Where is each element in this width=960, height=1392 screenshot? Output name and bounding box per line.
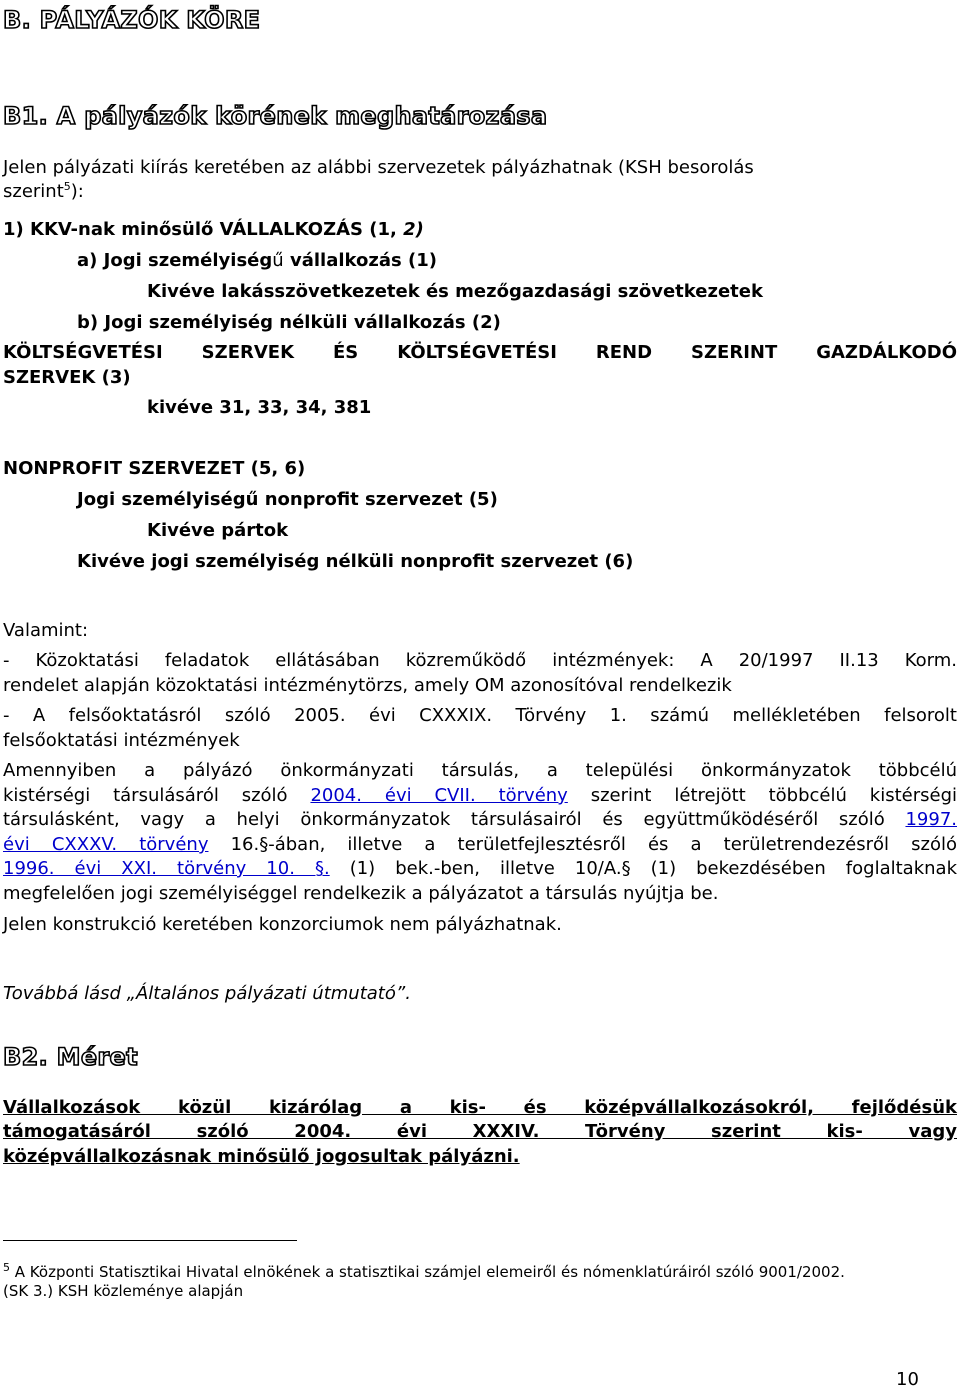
footnote-separator bbox=[3, 1240, 297, 1241]
footnote-line-1: $^5$ A Központi Statisztikai Hivatal elnökének a statisztikai számjel elemeiről és nómenklatúráiról szóló 9001/2002. bbox=[3, 1261, 845, 1281]
koltsegvetesi-line-1: KÖLTSÉGVETÉSI SZERVEK ÉS KÖLTSÉGVETÉSI REND SZERINT GAZDÁLKODÓ bbox=[3, 342, 957, 363]
intro-line-1: Jelen pályázati kiírás keretében az alábbi szervezetek pályázhatnak (KSH besorolás bbox=[3, 157, 754, 178]
meret-line-2: támogatásáról szóló 2004. évi XXXIV. Törvény szerint kis- vagy bbox=[3, 1121, 957, 1142]
section-title: B. PÁLYÁZÓK KÖRE bbox=[3, 6, 261, 34]
felsooktatasi-line-1: - A felsőoktatásról szóló 2005. évi CXXXIX. Törvény 1. számú mellékletében felsorolt bbox=[3, 705, 957, 726]
amennyiben-line-3: társulásként, vagy a helyi önkormányzatok társulásairól és együttműködéséről szóló 1997. bbox=[3, 809, 957, 830]
jogi-szemelyiseg-nelkuli-item: b) Jogi személyiség nélküli vállalkozás (2) bbox=[77, 312, 501, 333]
b2-title: B2. Méret bbox=[3, 1043, 138, 1071]
kozoktatasi-line-1: - Közoktatási feladatok ellátásában közreműködő intézmények: A 20/1997 II.13 Korm. bbox=[3, 650, 957, 671]
law-link-1997-a[interactable]: 1997. bbox=[905, 809, 957, 830]
kiveve-nelkuli-nonprofit: Kivéve jogi személyiség nélküli nonprofit szervezet (6) bbox=[77, 551, 634, 572]
meret-line-1: Vállalkozások közül kizárólag a kis- és középvállalkozásokról, fejlődésük bbox=[3, 1097, 957, 1118]
footnote-ref[interactable]: 5 bbox=[63, 180, 71, 193]
tovabba-lasd: Továbbá lásd „Általános pályázati útmutató”. bbox=[3, 983, 411, 1004]
kiveve-lakasszovetkezetek: Kivéve lakásszövetkezetek és mezőgazdasági szövetkezetek bbox=[147, 281, 763, 302]
koltsegvetesi-line-2: SZERVEK (3) bbox=[3, 367, 131, 388]
kozoktatasi-line-2: rendelet alapján közoktatási intézménytörzs, amely OM azonosítóval rendelkezik bbox=[3, 675, 732, 696]
b1-title: B1. A pályázók körének meghatározása bbox=[3, 102, 548, 130]
amennyiben-line-4: évi CXXXV. törvény 16.§-ában, illetve a területfejlesztésről és a területrendezésről szóló bbox=[3, 834, 957, 855]
page-number: 10 bbox=[896, 1369, 919, 1390]
felsooktatasi-line-2: felsőoktatási intézmények bbox=[3, 730, 240, 751]
jogi-szemelyisegu-item: a) Jogi személyiségű vállalkozás (1) bbox=[77, 250, 437, 271]
amennyiben-line-1: Amennyiben a pályázó önkormányzati társulás, a települési önkormányzatok többcélú bbox=[3, 760, 957, 781]
law-link-1996-xxi[interactable]: 1996. évi XXI. törvény 10. §. bbox=[3, 858, 330, 879]
valamint-label: Valamint: bbox=[3, 620, 89, 641]
meret-line-3: középvállalkozásnak minősülő jogosultak pályázni. bbox=[3, 1146, 520, 1167]
kiveve-partok: Kivéve pártok bbox=[147, 520, 289, 541]
intro-line-2: szerint$^5$): bbox=[3, 180, 84, 202]
nonprofit-heading: NONPROFIT SZERVEZET (5, 6) bbox=[3, 458, 306, 479]
footnote-line-2: (SK 3.) KSH közleménye alapján bbox=[3, 1282, 244, 1300]
amennyiben-line-5: 1996. évi XXI. törvény 10. §. (1) bek.-ben, illetve 10/A.§ (1) bekezdésében foglaltaknak bbox=[3, 858, 957, 879]
law-link-1997-b[interactable]: évi CXXXV. törvény bbox=[3, 834, 209, 855]
law-link-2004-cvii[interactable]: 2004. évi CVII. törvény bbox=[310, 785, 568, 806]
kiveve-szamok: kivéve 31, 33, 34, 381 bbox=[147, 397, 372, 418]
amennyiben-line-6: megfelelően jogi személyiséggel rendelkezik a pályázatot a társulás nyújtja be. bbox=[3, 883, 719, 904]
konzorcium-text: Jelen konstrukció keretében konzorciumok nem pályázhatnak. bbox=[3, 914, 562, 935]
amennyiben-line-2: kistérségi társulásáról szóló 2004. évi CVII. törvény szerint létrejött többcélú kistérségi bbox=[3, 785, 957, 806]
kkv-item: 1) KKV-nak minősülő VÁLLALKOZÁS (1, 2) bbox=[3, 219, 424, 240]
jogi-nonprofit-item: Jogi személyiségű nonprofit szervezet (5) bbox=[77, 489, 498, 510]
